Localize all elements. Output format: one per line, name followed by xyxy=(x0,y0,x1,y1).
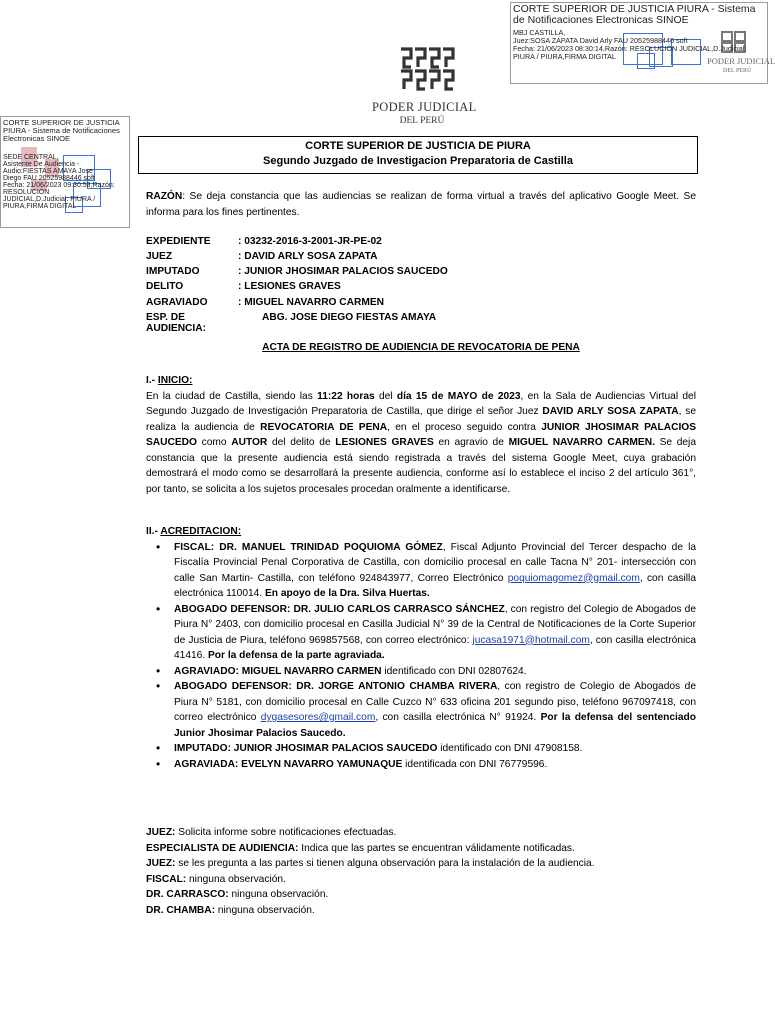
inicio-paragraph: En la ciudad de Castilla, siendo las 11:22 horas del día 15 de MAYO de 2023, en la Sala de Audiencias Virtual del Segundo Juzgado de Investigación Preparatoria de Castilla, que dirige el señor Juez DAVID ARLY SOSA ZAPATA, se realiza la audiencia de REVOCATORIA DE PENA, en el proceso seguido contra JUNIOR JHOSIMAR PALACIOS SAUCEDO como AUTOR del delito de LESIONES GRAVES en agravio de MIGUEL NAVARRO CARMEN. Se deja constancia que la presente audiencia está siendo registrada a través del sistema Google Meet, cuya grabación demostrará el modo como se desarrollará la presente audiencia, conforme así lo establece el inciso 2 del artículo 361°, por tanto, se solicita a los sujetos procesales procedan oralmente a identificarse. xyxy=(146,390,697,495)
stamp-left-line: SEDE CENTRAL, xyxy=(3,154,59,161)
poder-judicial-logo xyxy=(366,46,478,130)
section-heading xyxy=(146,524,696,540)
field-key: AGRAVIADO xyxy=(146,297,208,308)
field-key: ESP. DE AUDIENCIA: xyxy=(146,312,206,334)
stamp-top-line: Fecha: 21/06/2023 08:30:14,Razón: RESOLUCIÓN JUDICIAL,D.Judicial: xyxy=(513,44,747,53)
digital-signature-stamp-top xyxy=(510,2,775,84)
field-value: : MIGUEL NAVARRO CARMEN xyxy=(238,297,385,308)
participant-item: • AGRAVIADA: EVELYN NAVARRO YAMUNAQUE identificada con DNI 76779596. xyxy=(146,757,696,773)
juzgado-name: Segundo Juzgado de Investigacion Preparatoria de Castilla xyxy=(263,155,573,167)
dialogue-line: JUEZ: Solicita informe sobre notificaciones efectuadas. xyxy=(146,827,397,838)
stamp-top-line: CORTE SUPERIOR DE JUSTICIA PIURA - Sistema xyxy=(513,3,756,15)
dialogue-block xyxy=(146,825,696,918)
stamp-logo xyxy=(701,31,775,79)
dialogue-line: DR. CHAMBA: ninguna observación. xyxy=(146,904,315,916)
field-value: : 03232-2016-3-2001-JR-PE-02 xyxy=(238,236,382,247)
logo-line2: DEL PERÚ xyxy=(399,116,445,126)
participant-item: • FISCAL: DR. MANUEL TRINIDAD POQUIOMA GÓMEZ, Fiscal Adjunto Provincial del Tercer despacho de la Fiscalía Provincial Penal Corporativa de Castilla, con domicilio procesal en calle Tacna N° 201- intersección con calle San Martin- Castilla, con teléfono 924843977, Correo Electrónico poquiomagomez@gmail.com, con casilla electrónica 110014. En apoyo de la Dra. Silva Huertas. xyxy=(146,540,696,602)
stamp-top-line: MBJ CASTILLA, xyxy=(513,28,566,37)
field-value: ABG. JOSE DIEGO FIESTAS AMAYA xyxy=(262,312,437,323)
field-value: : JUNIOR JHOSIMAR PALACIOS SAUCEDO xyxy=(238,266,448,277)
email-link[interactable]: poquiomagomez@gmail.com xyxy=(507,572,640,584)
email-link[interactable]: dygasesores@gmail.com xyxy=(260,712,376,723)
participants-list xyxy=(146,540,696,773)
section-heading xyxy=(146,373,696,389)
stamp-left-line: JUDICIAL,D.Judicial: PIURA / xyxy=(3,196,96,203)
razon-text: : Se deja constancia que las audiencias se realizan de forma virtual a través del aplicativo Google Meet. Se informa para los fines pertinentes. xyxy=(146,191,696,218)
section-inicio xyxy=(146,373,696,497)
field-value: : DAVID ARLY SOSA ZAPATA xyxy=(238,251,378,262)
digital-signature-stamp-left xyxy=(0,116,130,228)
logo-line1: PODER JUDICIAL xyxy=(372,100,477,114)
participant-item: • AGRAVIADO: MIGUEL NAVARRO CARMEN identificado con DNI 02807624. xyxy=(146,664,696,680)
stamp-top-line: Juez:SOSA ZAPATA David Arly FAU 20525988446 soft xyxy=(513,36,688,45)
field-value: : LESIONES GRAVES xyxy=(238,281,341,292)
stamp-left-line: Fecha: 21/06/2023 09:30:58,Razón: xyxy=(3,182,115,189)
participant-item: • ABOGADO DEFENSOR: DR. JORGE ANTONIO CHAMBA RIVERA, con registro de Colegio de Abogados de Piura N° 5181, con domicilio procesal en Calle Cuzco N° 633 oficina 201 segundo piso, teléfono 967097418, con correo electrónico dygasesores@gmail.com, con casilla electrónica N° 91924. Por la defensa del sentenciado Junior Jhosimar Palacios Saucedo. xyxy=(146,679,696,741)
section-number: II.- xyxy=(146,526,158,537)
stamp-top-line: PIURA / PIURA,FIRMA DIGITAL xyxy=(513,52,616,61)
dialogue-line: JUEZ: se les pregunta a las partes si tienen alguna observación para la instalación de la audiencia. xyxy=(146,858,595,869)
participant-item: • ABOGADO DEFENSOR: DR. JULIO CARLOS CARRASCO SÁNCHEZ, con registro del Colegio de Abogados de Piura N° 2403, con domicilio procesal en Casilla Judicial N° 39 de la Central de Notificaciones de la Corte Superior de Justicia de Piura, teléfono 969857568, con correo electrónico: jucasa1971@hotmail.com, con casilla electrónica 41416. Por la defensa de la parte agraviada. xyxy=(146,602,696,664)
acta-title xyxy=(146,342,696,353)
field-key: DELITO xyxy=(146,281,184,292)
qr-square xyxy=(637,53,655,69)
stamp-left-line: PIURA - Sistema de Notificaciones xyxy=(3,126,120,135)
stamp-logo-line1: PODER JUDICIAL xyxy=(707,56,775,66)
section-acreditacion xyxy=(146,524,696,772)
dialogue-line: FISCAL: ninguna observación. xyxy=(146,873,286,885)
participant-item: • IMPUTADO: JUNIOR JHOSIMAR PALACIOS SAUCEDO identificado con DNI 47908158. xyxy=(146,741,696,757)
stamp-left-line: PIURA,FIRMA DIGITAL xyxy=(3,203,77,210)
stamp-top-line: de Notificaciones Electronicas SINOE xyxy=(513,14,689,26)
dialogue-line: ESPECIALISTA DE AUDIENCIA: Indica que las partes se encuentran válidamente notificadas. xyxy=(146,842,575,854)
section-title: ACREDITACION: xyxy=(160,526,242,537)
stamp-left-line: CORTE SUPERIOR DE JUSTICIA xyxy=(3,118,120,127)
field-key: IMPUTADO xyxy=(146,266,200,277)
stamp-left-line: Asistente De Audiencia - xyxy=(3,161,80,168)
stamp-left-line: Audio:FIESTAS AMAYA Jose xyxy=(3,168,93,175)
acta-title-text: ACTA DE REGISTRO DE AUDIENCIA DE REVOCATORIA DE PENA xyxy=(262,342,580,353)
razon-paragraph xyxy=(146,189,696,220)
stamp-left-line: Diego FAU 20525988446 soft xyxy=(3,175,95,182)
dialogue-line: DR. CARRASCO: ninguna observación. xyxy=(146,889,329,900)
stamp-left-line: RESOLUCIÓN xyxy=(3,189,50,196)
email-link[interactable]: jucasa1971@hotmail.com xyxy=(472,634,590,646)
pj-emblem-icon xyxy=(398,46,456,92)
razon-label: RAZÓN xyxy=(146,191,183,202)
field-key: JUEZ xyxy=(146,251,173,262)
field-key: EXPEDIENTE xyxy=(146,236,211,247)
court-header-box xyxy=(138,136,698,174)
stamp-left-line: Electronicas SINOE xyxy=(3,134,71,143)
section-number: I.- xyxy=(146,375,156,386)
section-title: INICIO: xyxy=(157,375,193,386)
stamp-logo-line2: DEL PERÚ xyxy=(723,68,752,74)
court-name: CORTE SUPERIOR DE JUSTICIA DE PIURA xyxy=(305,140,531,152)
